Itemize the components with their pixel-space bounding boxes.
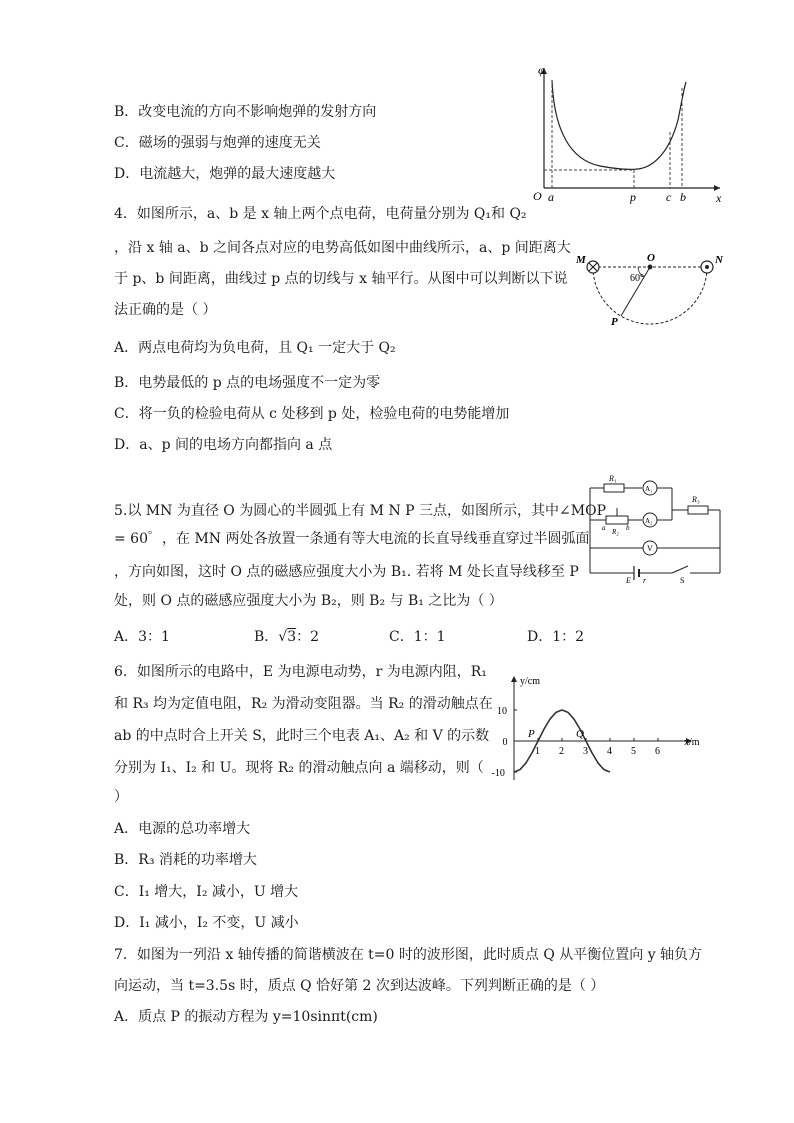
e-label: E: [626, 576, 631, 585]
potential-curve-figure: [530, 60, 730, 210]
point-label-Q: Q: [576, 728, 584, 740]
phi-label: φ: [538, 63, 545, 77]
semicircle-figure: [575, 245, 725, 330]
angle-label: 60°: [630, 273, 644, 284]
origin-label: O: [533, 189, 542, 203]
q3-option-d: D．电流越大，炮弹的最大速度越大: [114, 166, 336, 182]
center-o: [648, 265, 653, 270]
q6-option-d: D．I₁ 减小，I₂ 不变，U 减小: [114, 915, 299, 931]
o-label: O: [647, 252, 655, 264]
y-tick-label-0: 0: [502, 737, 508, 748]
m-label: M: [576, 254, 586, 266]
x-tick-label-4: 4: [607, 746, 612, 757]
x-tick-label-5: 5: [631, 746, 636, 757]
q5-option-d: D．1：2: [527, 629, 585, 645]
p-label: P: [611, 316, 618, 328]
a-label: a: [548, 190, 554, 204]
q3-option-c: C．磁场的强弱与炮弹的速度无关: [114, 135, 321, 151]
b-end-label: b: [626, 524, 630, 532]
circuit-figure: [582, 470, 727, 585]
q4-option-b: B．电势最低的 p 点的电场强度不一定为零: [114, 375, 381, 391]
x-tick-label-2: 2: [559, 746, 564, 757]
a2-label: A₂: [645, 517, 653, 525]
r3-label: R₃: [692, 495, 700, 504]
q6-stem-line-4: 分别为 I₁、I₂ 和 U。现将 R₂ 的滑动触点向 a 端移动，则（: [114, 760, 484, 776]
q5-option-b-prefix: B．: [254, 629, 279, 645]
x-tick-label-6: 6: [655, 746, 660, 757]
q6-stem-line-2: 和 R₃ 均为定值电阻，R₂ 为滑动变阻器。当 R₂ 的滑动触点在: [114, 696, 493, 712]
y-tick-label-10: 10: [497, 706, 507, 717]
v-label: V: [647, 544, 653, 553]
r2-label: R₂: [612, 528, 619, 536]
r1-label: R₁: [609, 474, 617, 483]
potential-curve: [552, 80, 686, 169]
wave-x-label: x/m: [684, 737, 700, 748]
q5-option-b-root: 3: [287, 629, 297, 645]
c-label: c: [666, 190, 672, 204]
p-label: p: [630, 190, 636, 204]
q7-stem-line-2: 向运动，当 t=3.5s 时，质点 Q 恰好第 2 次到达波峰。下列判断正确的是（ ）: [114, 978, 605, 994]
q4-option-d: D．a、p 间的电场方向都指向 a 点: [114, 437, 333, 453]
q4-option-c: C．将一负的检验电荷从 c 处移到 p 处，检验电荷的电势能增加: [114, 406, 510, 422]
wave-y-label: y/cm: [520, 676, 540, 687]
q6-option-a: A．电源的总功率增大: [114, 821, 251, 837]
x-label: x: [716, 191, 722, 205]
b-label: b: [680, 190, 686, 204]
q4-option-a: A．两点电荷均为负电荷，且 Q₁ 一定大于 Q₂: [114, 340, 396, 356]
q5-stem-line-4: 处，则 O 点的磁感应强度大小为 B₂，则 B₂ 与 B₁ 之比为（ ）: [114, 593, 503, 609]
q5-stem-line-3: ，方向如图，这时 O 点的磁感应强度大小为 B₁. 若将 M 处长直导线移至 P: [114, 564, 579, 580]
q6-stem-line-1: 6．如图所示的电路中，E 为电源电动势，r 为电源内阻，R₁: [114, 664, 487, 680]
x-tick-label-3: 3: [583, 746, 588, 757]
q6-stem-line-5: ）: [114, 789, 128, 805]
r-label: r: [643, 576, 647, 585]
sqrt-sign: √: [278, 629, 288, 645]
q6-stem-line-3: ab 的中点时合上开关 S，此时三个电表 A₁、A₂ 和 V 的示数: [114, 728, 490, 744]
wave-ticks: [492, 706, 661, 779]
q5-option-b: [254, 627, 319, 647]
q6-option-c: C．I₁ 增大，I₂ 减小，U 增大: [114, 884, 299, 900]
q5-option-a: A．3：1: [114, 629, 170, 645]
q7-stem-line-1: 7．如图为一列沿 x 轴传播的简谐横波在 t=0 时的波形图，此时质点 Q 从平衡位置向 y 轴负方: [114, 947, 703, 963]
r2-rheostat: [606, 516, 628, 524]
a1-label: A₁: [645, 485, 653, 493]
a-end-label: a: [602, 524, 606, 532]
q5-stem-line-1: 5.以 MN 为直径 O 为圆心的半圆弧上有 M N P 三点，如图所示，其中∠MOP: [114, 503, 606, 519]
q7-option-a: A．质点 P 的振动方程为 y=10sinπt(cm): [114, 1009, 378, 1025]
switch-s: [672, 566, 688, 573]
y-tick-label--10: -10: [491, 768, 505, 779]
q5-stem-line-2: = 60゜，在 MN 两处各放置一条通有等大电流的长直导线垂直穿过半圆弧面: [114, 531, 590, 547]
dot: [705, 265, 709, 269]
q6-option-b: B．R₃ 消耗的功率增大: [114, 852, 257, 868]
n-label: N: [715, 254, 723, 266]
point-label-P: P: [528, 728, 535, 740]
q5-option-c: C．1：1: [389, 629, 446, 645]
q4-stem-line-2: ，沿 x 轴 a、b 之间各点对应的电势高低如图中曲线所示，a、p 间距离大: [114, 240, 571, 256]
q3-option-b: B．改变电流的方向不影响炮弹的发射方向: [114, 104, 377, 120]
s-label: S: [680, 576, 685, 585]
wave-y-arrow: [511, 676, 517, 682]
q4-stem-line-1: 4．如图所示，a、b 是 x 轴上两个点电荷，电荷量分别为 Q₁和 Q₂: [114, 206, 527, 222]
q4-stem-line-4: 法正确的是（ ）: [114, 302, 217, 318]
r3-resistor: [688, 506, 708, 514]
r1-resistor: [604, 484, 624, 492]
q4-stem-line-3: 于 p、b 间距离，曲线过 p 点的切线与 x 轴平行。从图中可以判断以下说: [114, 271, 568, 287]
wave-chart: [470, 672, 700, 792]
x-tick-label-1: 1: [535, 746, 540, 757]
q5-option-b-suffix: ：2: [296, 629, 320, 645]
